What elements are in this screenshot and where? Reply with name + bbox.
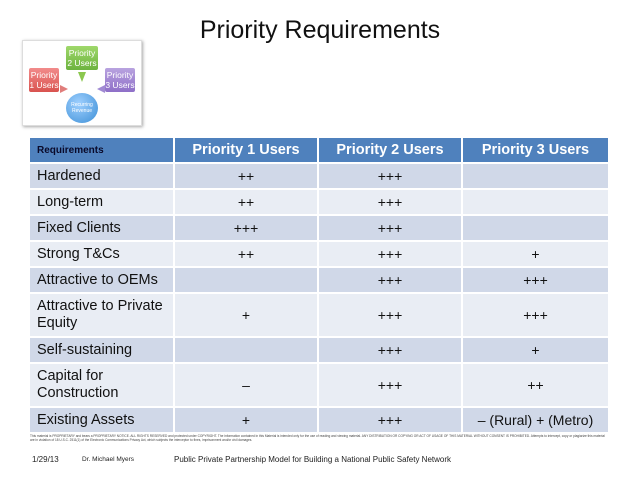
slide-title: Priority Requirements <box>199 16 441 44</box>
priority-diagram <box>22 40 142 126</box>
cell-priority-2: +++ <box>318 215 462 241</box>
arrow-right-icon <box>60 85 68 93</box>
row-label: Capital for Construction <box>30 363 174 407</box>
row-label: Attractive to Private Equity <box>30 293 174 337</box>
table-row <box>30 163 608 189</box>
row-label: Long-term <box>30 189 174 215</box>
row-label: Strong T&Cs <box>30 241 174 267</box>
header-priority-3: Priority 3 Users <box>462 138 608 163</box>
cell-priority-2: +++ <box>318 267 462 293</box>
table-row <box>30 337 608 363</box>
cell-priority-2: +++ <box>318 337 462 363</box>
cell-priority-1 <box>174 267 318 293</box>
cell-priority-2: +++ <box>318 363 462 407</box>
header-priority-2: Priority 2 Users <box>318 138 462 163</box>
table-row <box>30 363 608 407</box>
cell-priority-1: ++ <box>174 163 318 189</box>
cell-priority-2: +++ <box>318 163 462 189</box>
row-label: Fixed Clients <box>30 215 174 241</box>
row-label: Hardened <box>30 163 174 189</box>
cell-priority-1: + <box>174 407 318 432</box>
cell-priority-2: +++ <box>318 241 462 267</box>
cell-priority-1: ++ <box>174 189 318 215</box>
cell-priority-3: +++ <box>462 293 608 337</box>
footer-date: 1/29/13 <box>32 455 59 464</box>
table-row <box>30 267 608 293</box>
cell-priority-2: +++ <box>318 189 462 215</box>
cell-priority-3: + <box>462 241 608 267</box>
cell-priority-1: ++ <box>174 241 318 267</box>
table-row <box>30 293 608 337</box>
cell-priority-1: – <box>174 363 318 407</box>
footer-deck-title: Public Private Partnership Model for Building a National Public Safety Network <box>174 455 452 464</box>
table-row <box>30 407 608 432</box>
requirements-table <box>30 138 608 432</box>
arrow-left-icon <box>97 85 105 93</box>
table-row <box>30 189 608 215</box>
cell-priority-3: + <box>462 337 608 363</box>
cell-priority-1: +++ <box>174 215 318 241</box>
table-header-row <box>30 138 608 163</box>
cell-priority-2: +++ <box>318 293 462 337</box>
cell-priority-2: +++ <box>318 407 462 432</box>
footer-author: Dr. Michael Myers <box>82 456 135 463</box>
diagram-box-priority-1: Priority 1 Users <box>29 70 59 90</box>
cell-priority-3 <box>462 189 608 215</box>
diagram-box-priority-2: Priority 2 Users <box>67 48 97 68</box>
cell-priority-3 <box>462 163 608 189</box>
row-label: Attractive to OEMs <box>30 267 174 293</box>
cell-priority-3 <box>462 215 608 241</box>
diagram-box-priority-3: Priority 3 Users <box>105 70 135 90</box>
cell-priority-3: +++ <box>462 267 608 293</box>
cell-priority-3: ++ <box>462 363 608 407</box>
copyright-notice: This material is PROPRIETARY and bears a PROPRIETARY NOTICE. ALL RIGHTS RESERVED and protected under COPYRIGHT. The information contained in this Material is intended only for the use of reading and viewing material. ANY DISTRIBUTION OR COPYING OR ACT OF USAGE OF THIS MATERIAL WITHOUT CONSENT IS PROHIBITED. Attempts to intercept, copy or plagiarize this material are in violation of 18 U.S.C. 2511(1) of the Electronic Communications Privacy Act, which subjects the interceptor to fines, imprisonment and/or civil damages. <box>30 434 605 442</box>
diagram-center-circle: Recurring Revenue <box>66 93 98 123</box>
header-requirements: Requirements <box>30 138 174 163</box>
row-label: Self-sustaining <box>30 337 174 363</box>
row-label: Existing Assets <box>30 407 174 432</box>
table-row <box>30 241 608 267</box>
cell-priority-1 <box>174 337 318 363</box>
cell-priority-3: – (Rural) + (Metro) <box>462 407 608 432</box>
cell-priority-1: + <box>174 293 318 337</box>
table-row <box>30 215 608 241</box>
header-priority-1: Priority 1 Users <box>174 138 318 163</box>
arrow-down-icon <box>78 72 86 82</box>
